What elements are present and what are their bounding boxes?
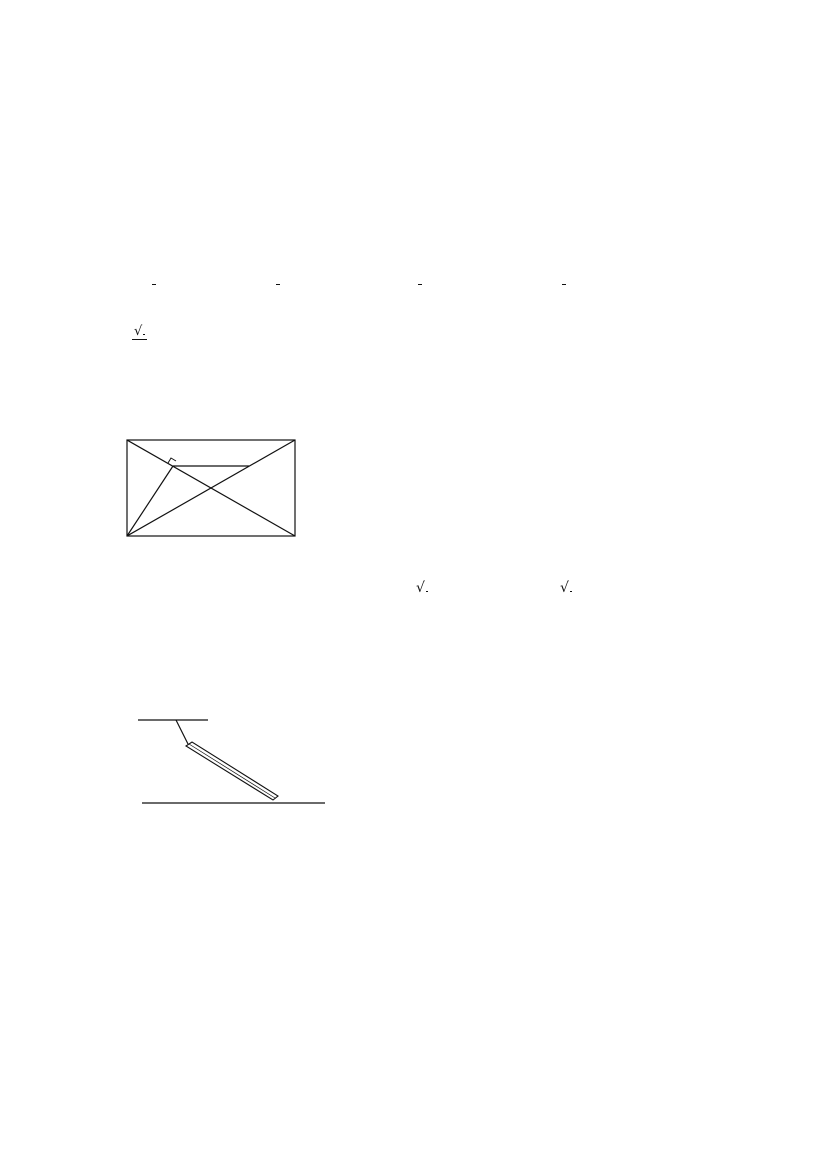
fraction [276, 284, 280, 285]
fraction [152, 284, 156, 285]
q6-option-c [412, 264, 422, 304]
q7-options [146, 568, 706, 608]
physics-figure [120, 708, 350, 832]
q8-options [146, 834, 706, 874]
q7-line [126, 318, 706, 346]
rope-en [176, 720, 188, 744]
q8-option-b [270, 834, 274, 874]
q6-option-d [556, 264, 566, 304]
q8-option-a [146, 834, 150, 874]
fraction [418, 284, 422, 285]
fraction [562, 284, 566, 285]
right-angle-mark [168, 458, 176, 463]
q6-option-a [146, 264, 156, 304]
q8-option-c [412, 834, 416, 874]
question-7 [126, 308, 706, 352]
q8-option-d [556, 834, 560, 874]
q7-option-b [270, 568, 274, 608]
q7-option-d: √ [556, 568, 572, 608]
q6-option-b [270, 264, 280, 304]
segment-be [127, 466, 173, 536]
q7-option-c: √ [412, 568, 428, 608]
q7-option-a [146, 568, 150, 608]
cos-fraction: √ [132, 324, 147, 340]
q6-options [146, 264, 706, 304]
rectangle-figure [118, 420, 318, 560]
